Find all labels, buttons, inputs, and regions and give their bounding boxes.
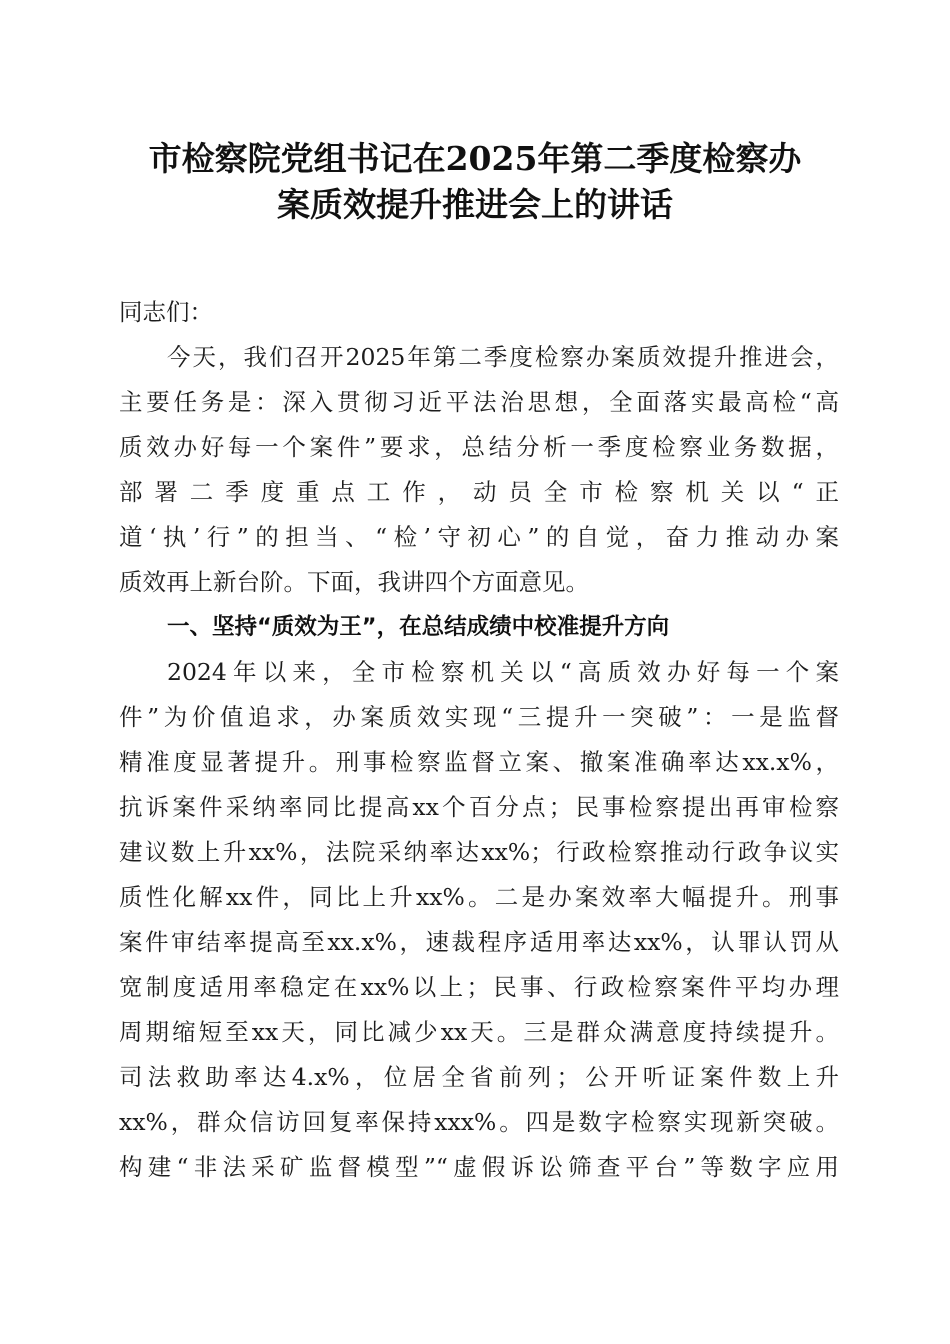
paragraph-line: 件”为价值追求，办案质效实现“三提升一突破”：一是监督 — [119, 703, 839, 731]
paragraph-line: 主要任务是：深入贯彻习近平法治思想，全面落实最高检“高 — [119, 388, 839, 416]
paragraph-line: 2024年以来，全市检察机关以“高质效办好每一个案 — [167, 658, 839, 686]
title-line: 市检察院党组书记在2025年第二季度检察办 — [148, 139, 802, 178]
paragraph-line: 质效再上新台阶。下面，我讲四个方面意见。 — [119, 568, 589, 596]
paragraph-line: 构建“非法采矿监督模型”“虚假诉讼筛查平台”等数字应用 — [119, 1153, 839, 1181]
paragraph-line: 建议数上升xx%，法院采纳率达xx%；行政检察推动行政争议实 — [119, 838, 839, 866]
document-title — [90, 136, 860, 228]
paragraph-line: 质效办好每一个案件”要求，总结分析一季度检察业务数据， — [119, 433, 839, 461]
paragraph-line: 宽制度适用率稳定在xx%以上；民事、行政检察案件平均办理 — [119, 973, 839, 1001]
section-heading: 一、坚持“质效为王”，在总结成绩中校准提升方向 — [167, 614, 670, 640]
paragraph-line: 道‘执’行”的担当、“检’守初心”的自觉，奋力推动办案 — [119, 523, 839, 551]
paragraph-line: 抗诉案件采纳率同比提高xx个百分点；民事检察提出再审检察 — [119, 793, 839, 821]
title-line: 案质效提升推进会上的讲话 — [277, 185, 673, 224]
paragraph-line: 质性化解xx件，同比上升xx%。二是办案效率大幅提升。刑事 — [119, 883, 839, 911]
paragraph-line: 司法救助率达4.x%，位居全省前列；公开听证案件数上升 — [119, 1063, 839, 1091]
salutation: 同志们： — [119, 298, 213, 326]
paragraph-line: 今天，我们召开2025年第二季度检察办案质效提升推进会， — [167, 343, 839, 371]
paragraph-line: 周期缩短至xx天，同比减少xx天。三是群众满意度持续提升。 — [119, 1018, 839, 1046]
document-body — [119, 290, 839, 1190]
paragraph-line: 部署二季度重点工作，动员全市检察机关以“正 — [119, 478, 839, 506]
paragraph-line: xx%，群众信访回复率保持xxx%。四是数字检察实现新突破。 — [119, 1108, 839, 1136]
paragraph-line: 精准度显著提升。刑事检察监督立案、撤案准确率达xx.x%， — [119, 748, 839, 776]
paragraph-line: 案件审结率提高至xx.x%，速裁程序适用率达xx%，认罪认罚从 — [119, 928, 839, 956]
